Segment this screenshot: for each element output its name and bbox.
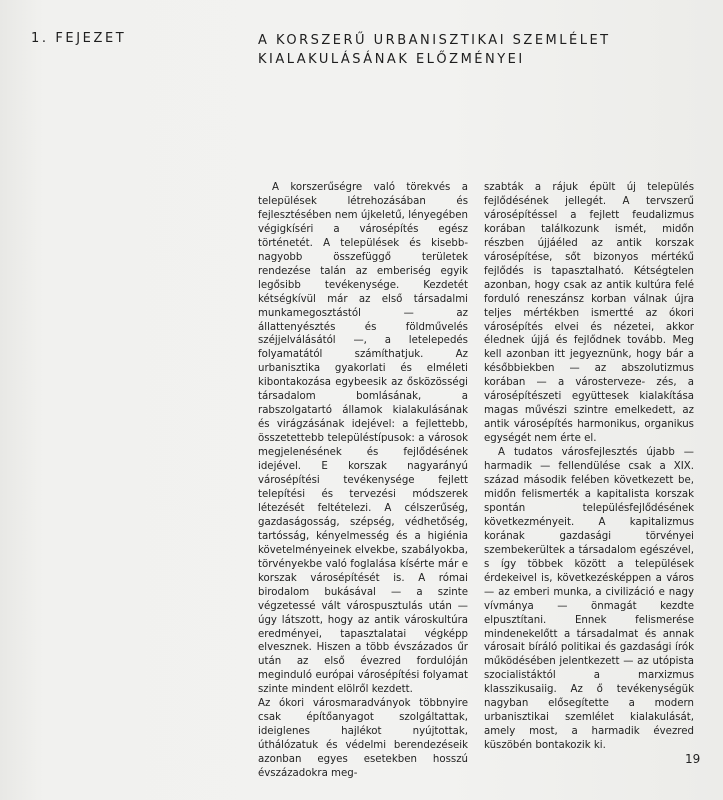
chapter-label: 1. FEJEZET [31,31,127,46]
paragraph: szabták a rájuk épült új település fejlődésének jellegét. A tervszerű városépítéssel a fejlett feudalizmus korában találkozunk ismét, midőn részben újjáéled az antik korszak városépítése, sőt bizonyos mértékű fejlődés is tapasztalható. Kétségtelen azonban, hogy csak az antik kultúra felé forduló reneszánsz korban válnak újra teljes mértékben ismertté az ókori városépítés elvei és nézetei, akkor élednek újjá és fejlődnek tovább. Meg kell azonban itt jegyeznünk, hogy bár a későbbiekben — az abszolutizmus korában — a városterveze- zés, a városépítészeti együttesek kialakítása magas művészi szintre emelkedett, az antik városépítés harmonikus, organikus egységét nem érte el. [484,182,694,445]
chapter-title-line-1: A KORSZERŰ URBANISZTIKAI SZEMLÉLET [258,33,611,48]
paragraph: A tudatos városfejlesztés újabb — harmadik — fellendülése csak a XIX. század második felében következett be, midőn felismerték a kapitalista korszak spontán településfejlődésének következményeit. A kapitalizmus korának gazdasági törvényei szembekerültek a társadalom egészével, s így többek között a települések érdekeivel is, következésképpen a város — az emberi munka, a civilizáció e nagy vívmánya — önmagát kezdte elpusztítani. Ennek felismerése mindenekelőtt a társadalmat és annak városait bíráló politikai és gazdasági írók működésében jelentkezett — az utópista szocialistáktól a marxizmus klasszikusaiig. Az ő tevékenységük nagyban elősegítette a modern urbanisztikai szemlélet kialakulását, amely most, a harmadik évezred küszöbén bontakozik ki. [484,447,694,752]
chapter-title-line-2: KIALAKULÁSÁNAK ELŐZMÉNYEI [258,52,525,67]
paragraph: A korszerűségre való törekvés a települések létrehozásában és fejlesztésében nem újkeletű, lényegében végigkíséri a városépítés egész történetét. A települések és kisebb-nagyobb összefüggő területek rendezése talán az emberiség egyik legősibb tevékenysége. Kezdetét kétségkívül már az első társadalmi munkamegosztástól — az állattenyésztés és földművelés széjjelválásától —, a letelepedés folyamatától számíthatjuk. Az urbanisztika gyakorlati és elméleti kibontakozása egybeesik az ősközösségi társadalom bomlásának, a rabszolgatartó államok kialakulásának és virágzásának idejével: a fejlettebb, összetettebb településtípusok: a városok megjelenésének és fejlődésének idejével. E korszak nagyarányú városépítési tevékenysége fejlett telepítési és tervezési módszerek létezését feltételezi. A célszerűség, gazdaságosság, szépség, védhetőség, tartósság, kényelmesség és a higiénia követelményeinek elvekbe, szabályokba, törvényekbe való foglalása kísérte már e korszak városépítését is. A római birodalom bukásával — a szinte végzetessé vált várospusztulás után — úgy látszott, hogy az antik városkultúra eredményei, tapasztalatai végképp elvesznek. Hiszen a több évszázados űr után az első évezred fordulóján meginduló európai városépítési folyamat szinte mindent elölről kezdett. [258,182,468,696]
text-column-left [258,181,468,781]
paragraph: Az ókori városmaradványok többnyire csak építőanyagot szolgáltattak, ideiglenes hajlékot nyújtottak, úthálózatuk és védelmi berendezéseik azonban egyes esetekben hosszú évszázadokra meg- [258,698,468,780]
text-column-right [484,181,694,753]
chapter-title [258,31,611,69]
page-number: 19 [685,752,701,766]
